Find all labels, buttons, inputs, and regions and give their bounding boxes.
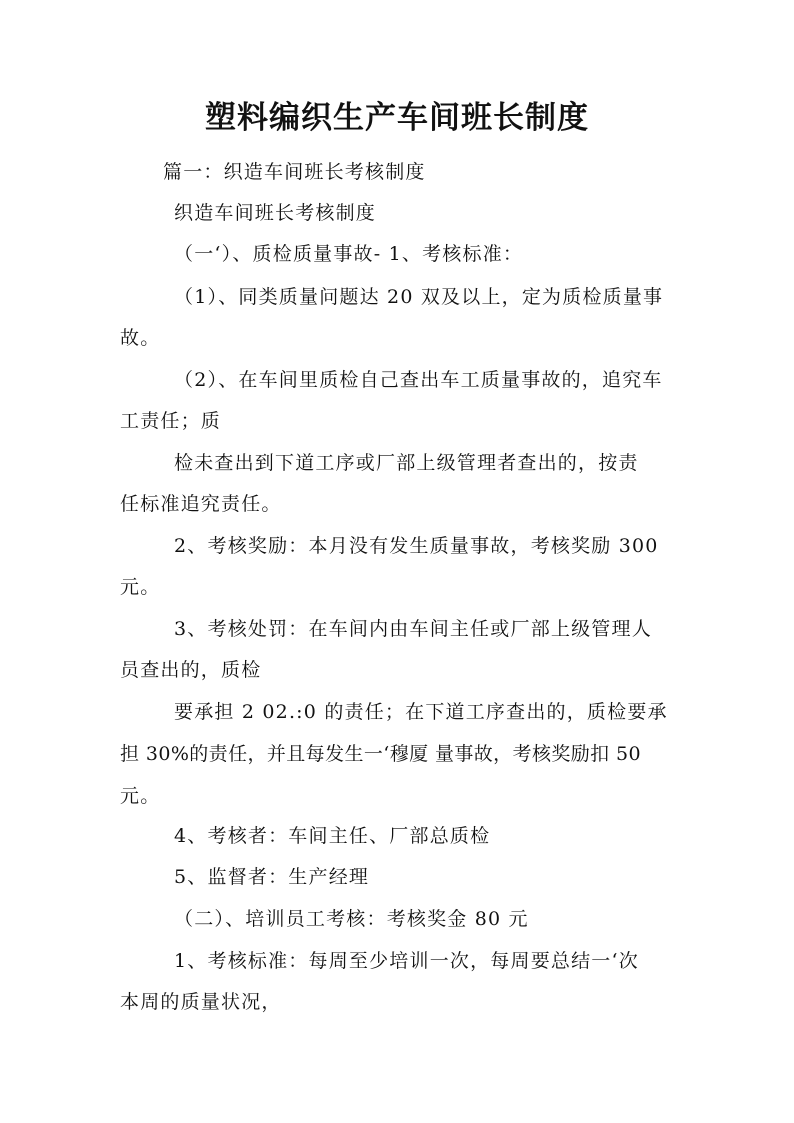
paragraph-line: 4、考核者：车间主任、厂部总质检 — [174, 825, 491, 847]
paragraph-line: 3、考核处罚：在车间内由车间主任或厂部上级管理人 — [174, 618, 652, 640]
paragraph-line: 1、考核标准：每周至少培训一次，每周要总结一‘次 — [174, 950, 639, 972]
paragraph-line: （一‘）、质检质量事故- 1、考核标准： — [174, 243, 524, 265]
paragraph-line: 故。 — [120, 327, 161, 349]
paragraph-line: 元。 — [120, 576, 161, 598]
paragraph-line: 要承担 2 02.:0 的责任；在下道工序查出的，质检要承 — [174, 701, 668, 723]
paragraph-line: 员查出的，质检 — [120, 659, 262, 681]
paragraph-line: 2、考核奖励：本月没有发生质量事故，考核奖励 300 — [174, 535, 659, 557]
paragraph-line: （1）、同类质量问题达 20 双及以上，定为质检质量事 — [174, 286, 664, 308]
paragraph-line: 5、监督者：生产经理 — [174, 866, 370, 888]
paragraph-line: 本周的质量状况， — [120, 991, 282, 1013]
paragraph-line: （2）、在车间里质检自己查出车工质量事故的，追究车 — [174, 369, 663, 391]
section-heading: 篇一：织造车间班长考核制度 — [163, 161, 426, 183]
section-subheading: 织造车间班长考核制度 — [174, 202, 377, 224]
paragraph-line: 工责任；质 — [120, 410, 222, 432]
paragraph-line: （二）、培训员工考核：考核奖金 80 元 — [174, 908, 529, 930]
page-title: 塑料编织生产车间班长制度 — [205, 100, 589, 136]
paragraph-line: 元。 — [120, 785, 161, 807]
paragraph-line: 检未查出到下道工序或厂部上级管理者查出的，按责 — [174, 452, 639, 474]
paragraph-line: 担 30%的责任，并且每发生一‘穆厦 量事故，考核奖励扣 50 — [120, 743, 641, 765]
paragraph-line: 任标准追究责任。 — [120, 493, 282, 515]
